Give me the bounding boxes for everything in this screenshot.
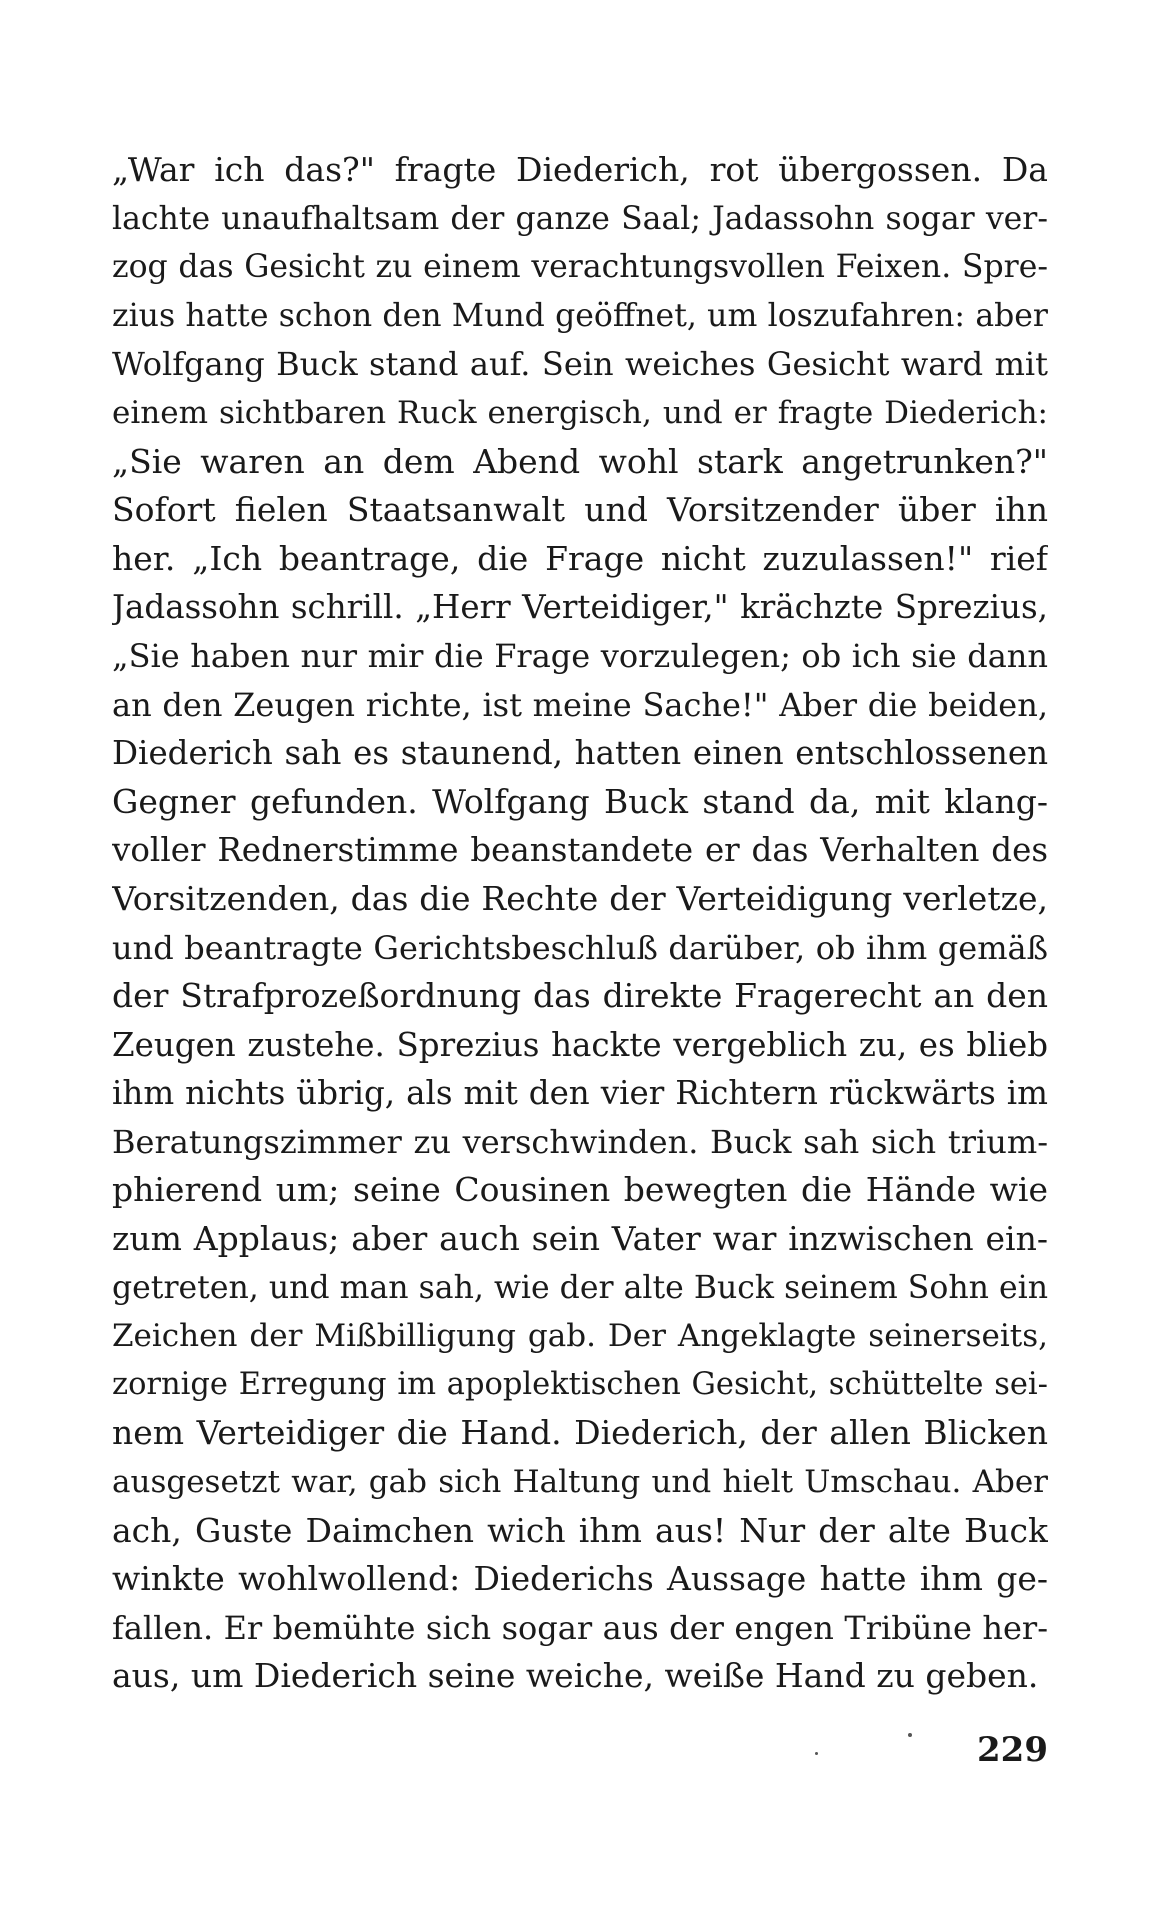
text-line: zius hatte schon den Mund geöffnet, um loszufahren: aber xyxy=(112,297,1048,334)
text-line: zog das Gesicht zu einem verachtungsvollen Feixen. Spre- xyxy=(112,249,1048,286)
text-line: Gegner gefunden. Wolfgang Buck stand da, mit klang- xyxy=(112,781,1048,821)
text-line: winkte wohlwollend: Diederichs Aussage hatte ihm ge- xyxy=(112,1559,1048,1599)
text-line: her. „Ich beantrage, die Frage nicht zuzulassen!" rief xyxy=(112,538,1048,578)
text-line: Wolfgang Buck stand auf. Sein weiches Gesicht ward mit xyxy=(112,345,1048,384)
text-line: getreten, und man sah, wie der alte Buck seinem Sohn ein xyxy=(112,1269,1048,1306)
text-line: der Strafprozeßordnung das direkte Fragerecht an den xyxy=(112,976,1048,1016)
text-line: zum Applaus; aber auch sein Vater war inzwischen ein- xyxy=(112,1219,1048,1259)
text-line: voller Rednerstimme beanstandete er das Verhalten des xyxy=(112,831,1048,870)
ink-speck xyxy=(908,1733,912,1737)
text-line: Sofort fielen Staatsanwalt und Vorsitzender über ihn xyxy=(112,490,1048,530)
text-line: Vorsitzenden, das die Rechte der Verteidigung verletze, xyxy=(112,878,1048,918)
text-line: „Sie waren an dem Abend wohl stark angetrunken?" xyxy=(112,441,1048,481)
ink-speck xyxy=(815,1752,818,1755)
text-line: lachte unaufhaltsam der ganze Saal; Jadassohn sogar ver- xyxy=(112,200,1048,237)
text-line: zornige Erregung im apoplektischen Gesicht, schüttelte sei- xyxy=(112,1366,1048,1402)
text-line: ihm nichts übrig, als mit den vier Richtern rückwärts im xyxy=(112,1074,1048,1113)
text-line: einem sichtbaren Ruck energisch, und er fragte Diederich: xyxy=(112,394,1048,431)
text-line: Jadassohn schrill. „Herr Verteidiger," krächzte Sprezius, xyxy=(112,588,1048,627)
text-line: aus, um Diederich seine weiche, weiße Hand zu geben. xyxy=(112,1656,1039,1696)
text-line: Diederich sah es staunend, hatten einen entschlossenen xyxy=(112,734,1048,773)
body-text xyxy=(112,146,1048,1701)
text-line: fallen. Er bemühte sich sogar aus der engen Tribüne her- xyxy=(112,1608,1048,1647)
page-number: 229 xyxy=(977,1730,1048,1770)
text-line: „Sie haben nur mir die Frage vorzulegen; ob ich sie dann xyxy=(112,636,1048,675)
text-line: Beratungszimmer zu verschwinden. Buck sah sich trium- xyxy=(112,1122,1048,1161)
text-line: Zeichen der Mißbilligung gab. Der Angeklagte seinerseits, xyxy=(112,1318,1048,1355)
text-line: ach, Guste Daimchen wich ihm aus! Nur der alte Buck xyxy=(112,1510,1048,1550)
text-line: phierend um; seine Cousinen bewegten die Hände wie xyxy=(112,1170,1048,1210)
text-line: Zeugen zustehe. Sprezius hackte vergeblich zu, es blieb xyxy=(112,1025,1048,1064)
text-line: nem Verteidiger die Hand. Diederich, der allen Blicken xyxy=(112,1413,1048,1453)
text-line: „War ich das?" fragte Diederich, rot übergossen. Da xyxy=(112,150,1048,189)
text-line: ausgesetzt war, gab sich Haltung und hielt Umschau. Aber xyxy=(112,1464,1048,1501)
text-line: und beantragte Gerichtsbeschluß darüber, ob ihm gemäß xyxy=(112,928,1048,967)
text-line: an den Zeugen richte, ist meine Sache!" Aber die beiden, xyxy=(112,685,1048,724)
